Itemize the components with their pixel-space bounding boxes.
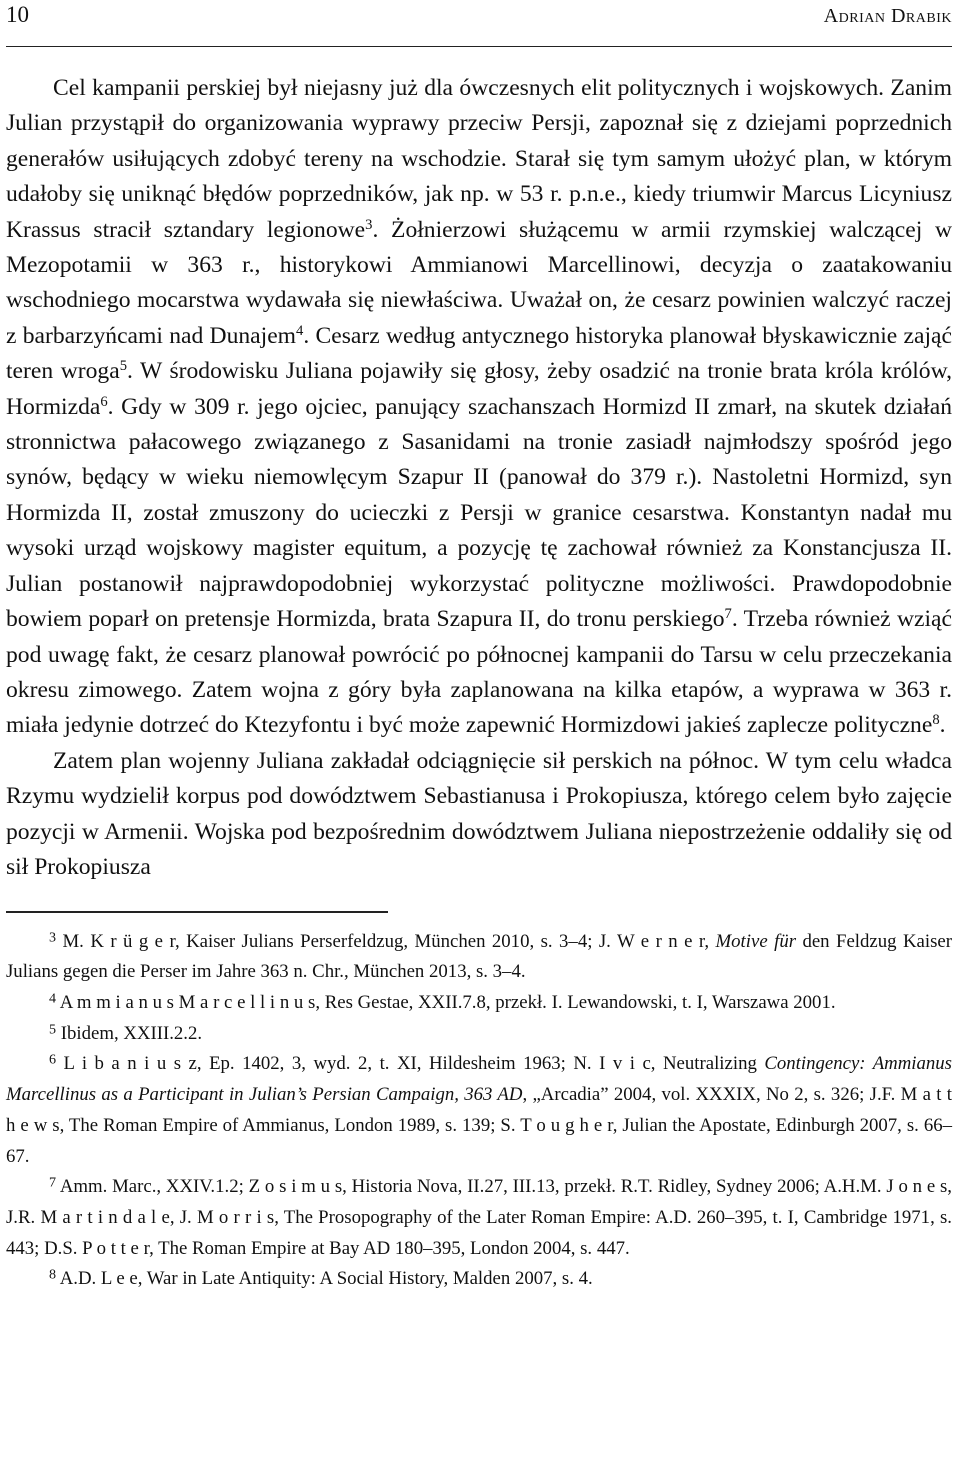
text-run: . Trzeba również wziąć pod uwagę fakt, że cesarz planował powrócić po północnej kampanii do Tarsu w celu przeczekania okresu zimowego. Zatem wojna z góry była zaplanowana na kilka etapów, a wyprawa w 363 r. miała jedynie dotrzeć do Ktezyfontu i być może zapewnić Hormizdowi jakieś zaplecze polityczne bbox=[6, 606, 952, 739]
footnote-separator bbox=[6, 911, 388, 912]
paragraph bbox=[6, 71, 952, 744]
text-run: Amm. Marc., XXIV.1.2; Z o s i m u s, Historia Nova, II.27, III.13, przekł. R.T. Ridley, Sydney 2006; A.H.M. J o n e s, J.R. M a r t i n d a l e, J. M o r r i s, The Prosopography of the Later Roman Empire: A.D. 260–395, t. I, Cambridge 1971, s. 443; D.S. P o t t e r, The Roman Empire at Bay AD 180–395, London 2004, s. 447. bbox=[6, 1176, 952, 1259]
footnote-ref: 4 bbox=[296, 322, 304, 339]
footnote bbox=[6, 1172, 952, 1264]
text-run: A m m i a n u s M a r c e l l i n u s, Res Gestae, XXII.7.8, przekł. I. Lewandowski, t. I, Warszawa 2001. bbox=[56, 992, 836, 1014]
footnote-ref: 8 bbox=[49, 1266, 57, 1283]
footnote-ref: 6 bbox=[100, 393, 108, 410]
footnote bbox=[6, 1049, 952, 1172]
italic-text: Contingency: Ammianus Marcellinus as a Participant in Julian’s Persian Campaign, 363 AD bbox=[6, 1053, 952, 1106]
text-run: . Gdy w 309 r. jego ojciec, panujący szachanszach Hormizd II zmarł, na skutek działań stronnictwa pałacowego związanego z Sasanidami na tronie zasiadł najmłodszy spośród jego synów, będący w wieku niemowlęcym Szapur II (panował do 379 r.). Nastoletni Hormizd, syn Hormizda II, został zmuszony do ucieczki z Persji w granice cesarstwa. Konstantyn nadał mu wysoki urząd wojskowy magister equitum, a pozycję tę zachował również za Konstancjusza II. Julian postanowił najprawdopodobniej wykorzystać polityczne możliwości. Prawdopodobnie bowiem poparł on pretensje Hormizda, brata Szapura II, do tronu perskiego bbox=[6, 393, 952, 633]
footnote-ref: 5 bbox=[49, 1021, 57, 1038]
footnote-ref: 5 bbox=[119, 358, 127, 375]
main-text bbox=[6, 71, 952, 885]
footnote-ref: 3 bbox=[49, 929, 57, 946]
paragraph bbox=[6, 744, 952, 886]
footnote bbox=[6, 1019, 952, 1050]
header-rule bbox=[6, 46, 952, 47]
text-run: den Feldzug Kaiser Julians gegen die Perser im Jahre 363 n. Chr., München 2013, s. 3–4. bbox=[6, 930, 952, 983]
footnote-ref: 3 bbox=[365, 216, 373, 233]
text-run: A.D. L e e, War in Late Antiquity: A Social History, Malden 2007, s. 4. bbox=[56, 1268, 593, 1290]
running-header bbox=[6, 0, 952, 44]
page-number: 10 bbox=[6, 2, 29, 27]
text-run: L i b a n i u s z, Ep. 1402, 3, wyd. 2, t. XI, Hildesheim 1963; N. I v i c, Neutralizing bbox=[56, 1053, 765, 1075]
text-run: Cel kampanii perskiej był niejasny już dla ówczesnych elit politycznych i wojskowych. Zanim Julian przystąpił do organizowania wyprawy przeciw Persji, zapoznał się z dziejami poprzednich generałów usiłujących zdobyć tereny na wschodzie. Starał się tym samym ułożyć plan, w którym udałoby się uniknąć błędów poprzedników, jak np. w 53 r. p.n.e., kiedy triumwir Marcus Licyniusz Krassus stracił sztandary legionowe bbox=[6, 75, 952, 243]
text-run: M. K r ü g e r, Kaiser Julians Perserfeldzug, München 2010, s. 3–4; J. W e r n e r, bbox=[56, 930, 716, 952]
footnote-ref: 8 bbox=[932, 712, 940, 729]
running-head-author: Adrian Drabik bbox=[823, 5, 952, 27]
footnotes bbox=[6, 927, 952, 1295]
footnote-ref: 7 bbox=[49, 1174, 57, 1191]
footnote-ref: 7 bbox=[724, 606, 732, 623]
footnote-ref: 4 bbox=[49, 990, 57, 1007]
footnote bbox=[6, 1264, 952, 1295]
text-run: . Żołnierzowi służącemu w armii rzymskiej walczącej w Mezopotamii w 363 r., historykowi Ammianowi Marcellinowi, decyzja o zaatakowaniu wschodniego mocarstwa wydawała się niewłaściwa. Uważał on, że cesarz powinien walczyć raczej z barbarzyńcami nad Dunajem bbox=[6, 216, 952, 349]
text-run: Ibidem, XXIII.2.2. bbox=[56, 1022, 203, 1044]
text-run: Zatem plan wojenny Juliana zakładał odciągnięcie sił perskich na północ. W tym celu władca Rzymu wydzielił korpus pod dowództwem Sebastianusa i Prokopiusza, którego celem było zajęcie pozycji w Armenii. Wojska pod bezpośrednim dowództwem Juliana niepostrzeżenie oddaliły się od sił Prokopiusza bbox=[6, 747, 952, 880]
text-run: . W środowisku Juliana pojawiły się głosy, żeby osadzić na tronie brata króla królów, Hormizda bbox=[6, 358, 952, 420]
text-run: , „Arcadia” 2004, vol. XXXIX, No 2, s. 326; J.F. M a t t h e w s, The Roman Empire of Ammianus, London 1989, s. 139; S. T o u g h e r, Julian the Apostate, Edinburgh 2007, s. 66–67. bbox=[6, 1084, 952, 1167]
text-run: . Cesarz według antycznego historyka planował błyskawicznie zająć teren wroga bbox=[6, 322, 952, 385]
footnote bbox=[6, 988, 952, 1019]
italic-text: Motive für bbox=[715, 930, 797, 952]
footnote-ref: 6 bbox=[49, 1051, 57, 1068]
footnote bbox=[6, 927, 952, 988]
text-run: . bbox=[939, 712, 946, 739]
